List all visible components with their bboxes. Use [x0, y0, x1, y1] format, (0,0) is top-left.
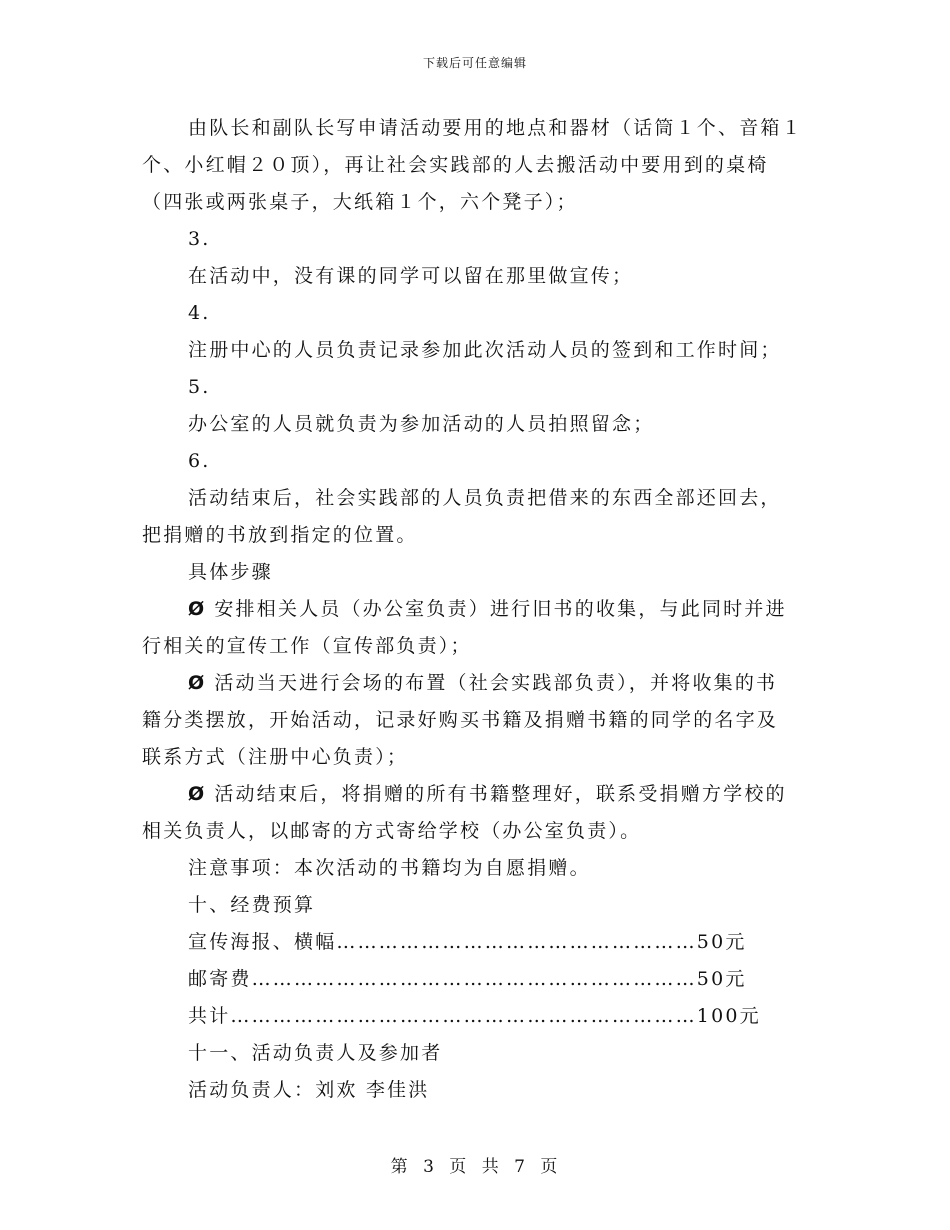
section-heading: 十一、活动负责人及参加者: [188, 1042, 443, 1064]
paragraph-line: 由队长和副队长写申请活动要用的地点和器材（话筒１个、音箱１: [188, 117, 803, 139]
paragraph-line: 相关负责人，以邮寄的方式寄给学校（办公室负责）。: [142, 820, 642, 842]
paragraph-line: 注意事项：本次活动的书籍均为自愿捐赠。: [188, 857, 591, 879]
budget-item: 邮寄费………………………………………………………50元: [188, 968, 747, 990]
paragraph-line: 活动负责人：刘欢 李佳洪: [188, 1079, 430, 1101]
page-header-note: 下载后可任意编辑: [422, 56, 527, 70]
section-heading: 十、经费预算: [188, 894, 316, 916]
paragraph-line: 注册中心的人员负责记录参加此次活动人员的签到和工作时间；: [188, 339, 782, 361]
bullet-item: [142, 665, 810, 702]
bullet-icon: Ø: [188, 672, 207, 694]
bullet-icon: Ø: [188, 783, 207, 805]
paragraph-line: 办公室的人员就负责为参加活动的人员拍照留念；: [188, 413, 655, 435]
paragraph-line: 个、小红帽２０顶），再让社会实践部的人去搬活动中要用到的桌椅: [142, 154, 769, 176]
step-number: 3.: [188, 228, 211, 250]
section-heading: 具体步骤: [188, 561, 273, 583]
bullet-icon: Ø: [188, 598, 207, 620]
bullet-text: 活动结束后，将捐赠的所有书籍整理好，联系受捐赠方学校的: [214, 783, 787, 805]
paragraph-line: 在活动中，没有课的同学可以留在那里做宣传；: [188, 265, 634, 287]
paragraph-line: 联系方式（注册中心负责）；: [142, 746, 409, 768]
step-number: 4.: [188, 302, 211, 324]
paragraph-line: 把捐赠的书放到指定的位置。: [142, 524, 418, 546]
paragraph-line: 活动结束后，社会实践部的人员负责把借来的东西全部还回去，: [188, 487, 782, 509]
paragraph-line: 籍分类摆放，开始活动，记录好购买书籍及捐赠书籍的同学的名字及: [142, 709, 779, 731]
paragraph-line: 行相关的宣传工作（宣传部负责）；: [142, 635, 472, 657]
bullet-text: 活动当天进行会场的布置（社会实践部负责），并将收集的书: [214, 672, 778, 694]
page-number: 第 3 页 共 7 页: [390, 1157, 560, 1177]
budget-item: 共计…………………………………………………………100元: [188, 1005, 761, 1027]
bullet-text: 安排相关人员（办公室负责）进行旧书的收集，与此同时并进: [214, 598, 787, 620]
step-number: 6.: [188, 450, 211, 472]
budget-item: 宣传海报、横幅……………………………………………50元: [188, 931, 747, 953]
paragraph-line: （四张或两张桌子，大纸箱１个，六个凳子）；: [142, 191, 578, 213]
bullet-item: [142, 591, 810, 628]
step-number: 5.: [188, 376, 211, 398]
bullet-item: [142, 776, 810, 813]
document-body: [142, 110, 810, 1109]
